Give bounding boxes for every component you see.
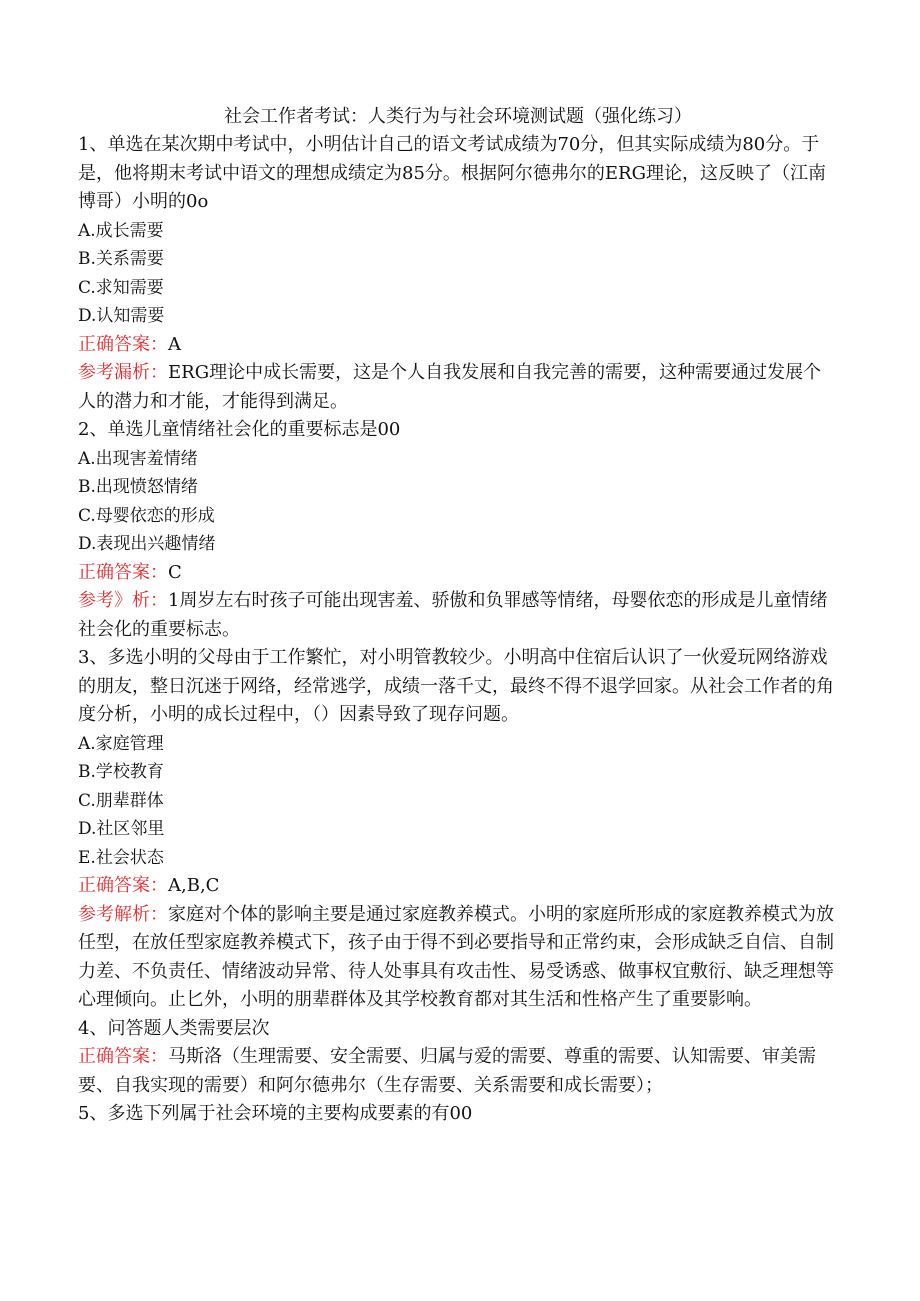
answer-line [78,1043,838,1100]
question-stem: 4、问答题人类需要层次 [78,1017,270,1039]
option: B.关系需要 [78,249,164,269]
answer-label: 正确答案： [78,561,168,583]
answer-label: 正确答案： [78,333,168,355]
option: C.母婴依恋的形成 [78,505,215,526]
question-stem: 5、多选下列属于社会环境的主要构成要素的有00 [78,1103,473,1124]
question-block [78,1015,838,1101]
document-title: 社会工作者考试：人类行为与社会环境测试题（强化练习） [224,106,692,127]
option: C.朋辈群体 [78,790,164,811]
analysis-line [78,587,838,644]
option: C.求知需要 [78,277,164,298]
option: E.社会状态 [78,847,164,868]
document-page [78,103,838,1129]
analysis-line [78,359,838,416]
answer-label: 正确答案： [78,1046,168,1067]
question-stem: 2、单选儿童情绪社会化的重要标志是00 [78,419,401,440]
question-block [78,644,838,1015]
question-stem: 3、多选小明的父母由于工作繁忙，对小明管教较少。小明高中住宿后认识了一伙爱玩网络游戏的朋友，整日沉迷于网络，经常逃学，成绩一落千丈，最终不得不退学回家。从社会工作者的角度分析，小明的成长过程中，（）因素导致了现存问题。 [78,647,834,725]
analysis-text: ERG理论中成长需要，这是个人自我发展和自我完善的需要，这种需要通过发展个人的潜力和才能，才能得到满足。 [78,362,822,412]
question-block [78,131,838,416]
answer-value: A,B,C [168,875,220,896]
answer-value: C [168,561,182,583]
answer-value: 马斯洛（生理需要、安全需要、归属与爱的需要、尊重的需要、认知需要、审美需要、自我实现的需要）和阿尔德弗尔（生存需要、关系需要和成长需要）； [78,1046,816,1096]
option: B.出现愤怒情绪 [78,477,198,497]
analysis-text: 1周岁左右时孩子可能出现害羞、骄傲和负罪感等情绪，母婴依恋的形成是儿童情绪社会化的重要标志。 [78,590,828,640]
analysis-line [78,901,838,1015]
option: D.认知需要 [78,306,165,326]
question-block [78,416,838,644]
question-stem: 1、单选在某次期中考试中，小明估计自己的语文考试成绩为70分，但其实际成绩为80分。于是，他将期末考试中语文的理想成绩定为85分。根据阿尔德弗尔的ERG理论，这反映了（江南博哥）小明的0o [78,134,826,212]
option: A.家庭管理 [78,733,164,754]
analysis-text: 家庭对个体的影响主要是通过家庭教养模式。小明的家庭所形成的家庭教养模式为放任型，在放任型家庭教养模式下，孩子由于得不到必要指导和正常约束，会形成缺乏自信、自制力差、不负责任、情绪波动异常、待人处事具有攻击性、易受诱惑、做事权宜敷衍、缺乏理想等心理倾向。止匕外，小明的朋辈群体及其学校教育都对其生活和性格产生了重要影响。 [78,903,834,1010]
option: A.出现害羞情绪 [78,448,198,469]
option: D.社区邻里 [78,819,165,839]
option: B.学校教育 [78,762,164,782]
question-block [78,1100,838,1129]
answer-line [78,559,838,588]
analysis-label: 参考解析： [78,903,168,925]
analysis-label: 参考漏析： [78,362,168,383]
answer-label: 正确答案： [78,875,168,896]
analysis-label: 参考》析： [78,590,168,611]
answer-line [78,872,838,901]
answer-value: A [168,333,181,355]
answer-line [78,331,838,360]
option: D.表现出兴趣情绪 [78,534,216,554]
option: A.成长需要 [78,220,164,241]
